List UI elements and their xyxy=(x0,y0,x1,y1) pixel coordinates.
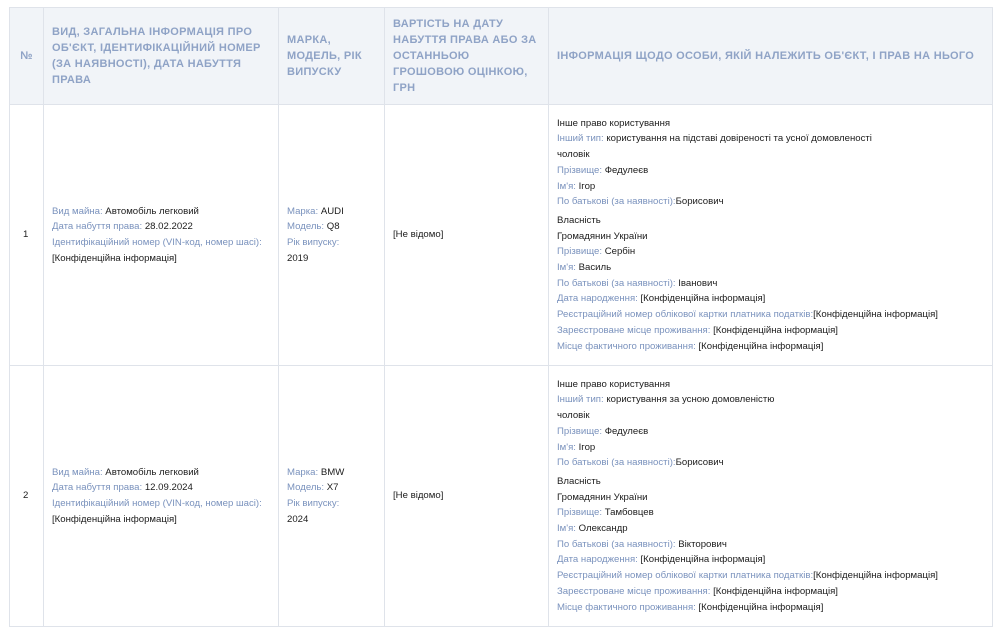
label: Ім'я: xyxy=(557,180,576,192)
label: По батькові (за наявності): xyxy=(557,457,676,469)
label: Дата народження: xyxy=(557,293,638,305)
reg-place-value: [Конфіденційна інформація] xyxy=(713,324,838,336)
label: Місце фактичного проживання: xyxy=(557,340,696,352)
right-type: Власність xyxy=(557,475,601,487)
birth-value: [Конфіденційна інформація] xyxy=(640,554,766,566)
acquired-date: 28.02.2022 xyxy=(144,221,193,233)
model-value: X7 xyxy=(326,482,339,494)
label: Ім'я: xyxy=(557,262,576,274)
label: Модель: xyxy=(287,482,325,494)
property-type: Автомобіль легковий xyxy=(105,466,199,478)
table-row xyxy=(10,105,993,366)
header-object: ВИД, ЗАГАЛЬНА ІНФОРМАЦІЯ ПРО ОБ'ЄКТ, ІДЕНТИФІКАЦІЙНИЙ НОМЕР (ЗА НАЯВНОСТІ), ДАТА НАБУТТЯ ПРАВА xyxy=(44,8,279,105)
header-owner: ІНФОРМАЦІЯ ЩОДО ОСОБИ, ЯКІЙ НАЛЕЖИТЬ ОБ'ЄКТ, І ПРАВ НА НЬОГО xyxy=(549,8,993,105)
actual-place-value: [Конфіденційна інформація] xyxy=(698,601,824,613)
brand-cell xyxy=(279,366,385,627)
owner-cell xyxy=(549,366,993,627)
label: Вид майна: xyxy=(52,466,103,478)
tax-id-value: [Конфіденційна інформація] xyxy=(813,309,938,321)
right-block xyxy=(557,474,984,615)
label: Ідентифікаційний номер (VIN-код, номер шасі): xyxy=(52,498,262,509)
other-type-value: користування за усною домовленістю xyxy=(606,394,775,406)
label: Інший тип: xyxy=(557,394,604,406)
label: Модель: xyxy=(287,221,325,233)
label: Дата набуття права: xyxy=(52,482,143,494)
birth-value: [Конфіденційна інформація] xyxy=(640,293,766,305)
acquired-date: 12.09.2024 xyxy=(144,482,193,494)
label: По батькові (за наявності): xyxy=(557,277,676,289)
name-value: Ігор xyxy=(578,180,596,192)
patronymic-value: Вікторович xyxy=(678,538,727,550)
name-value: Олександр xyxy=(578,523,628,535)
right-type: Інше право користування xyxy=(557,117,671,129)
label: Ідентифікаційний номер (VIN-код, номер шасі): xyxy=(52,237,262,248)
object-cell xyxy=(44,105,279,366)
patronymic-value: Іванович xyxy=(678,277,718,289)
label: Прізвище: xyxy=(557,246,603,258)
surname-value: Федулеєв xyxy=(604,425,649,437)
citizenship: Громадянин України xyxy=(557,491,648,503)
header-brand: МАРКА, МОДЕЛЬ, РІК ВИПУСКУ xyxy=(279,8,385,105)
right-block xyxy=(557,377,984,471)
citizenship: Громадянин України xyxy=(557,230,648,242)
value-cell: [Не відомо] xyxy=(385,105,549,366)
row-number: 1 xyxy=(10,105,44,366)
year-value: 2019 xyxy=(287,252,309,264)
label: Дата набуття права: xyxy=(52,221,143,233)
header-value: ВАРТІСТЬ НА ДАТУ НАБУТТЯ ПРАВА АБО ЗА ОСТАННЬОЮ ГРОШОВОЮ ОЦІНКОЮ, ГРН xyxy=(385,8,549,105)
label: Марка: xyxy=(287,205,319,217)
label: Прізвище: xyxy=(557,164,603,176)
row-number: 2 xyxy=(10,366,44,627)
right-block xyxy=(557,213,984,354)
vin-value: [Конфіденційна інформація] xyxy=(52,252,177,264)
brand-cell xyxy=(279,105,385,366)
label: Ім'я: xyxy=(557,441,576,453)
label: Рік випуску: xyxy=(287,237,340,248)
other-type-value: користування на підставі довіреності та усної домовленості xyxy=(606,133,872,145)
table-header-row xyxy=(10,8,993,105)
owner-cell xyxy=(549,105,993,366)
vehicles-table xyxy=(9,7,993,627)
surname-value: Федулеєв xyxy=(604,164,649,176)
label: По батькові (за наявності): xyxy=(557,538,676,550)
label: Дата народження: xyxy=(557,554,638,566)
patronymic-value: Борисович xyxy=(675,457,724,469)
label: Рік випуску: xyxy=(287,498,340,509)
label: Реєстраційний номер облікової картки платника податків: xyxy=(557,570,814,582)
label: Інший тип: xyxy=(557,133,604,145)
header-number: № xyxy=(10,8,44,105)
label: По батькові (за наявності): xyxy=(557,196,676,208)
property-type: Автомобіль легковий xyxy=(105,205,199,217)
label: Реєстраційний номер облікової картки платника податків: xyxy=(557,309,814,321)
label: Ім'я: xyxy=(557,523,576,535)
table-row xyxy=(10,366,993,627)
right-type: Власність xyxy=(557,214,601,226)
object-cell xyxy=(44,366,279,627)
patronymic-value: Борисович xyxy=(675,196,724,208)
right-type: Інше право користування xyxy=(557,378,671,390)
label: Зареєстроване місце проживання: xyxy=(557,324,711,336)
label: Прізвище: xyxy=(557,507,603,519)
actual-place-value: [Конфіденційна інформація] xyxy=(698,340,824,352)
vin-value: [Конфіденційна інформація] xyxy=(52,513,177,525)
right-block xyxy=(557,116,984,210)
value-cell: [Не відомо] xyxy=(385,366,549,627)
label: Прізвище: xyxy=(557,425,603,437)
name-value: Василь xyxy=(578,262,612,274)
brand-value: AUDI xyxy=(320,205,344,217)
label: Вид майна: xyxy=(52,205,103,217)
year-value: 2024 xyxy=(287,513,309,525)
name-value: Ігор xyxy=(578,441,596,453)
relation: чоловік xyxy=(557,149,590,161)
reg-place-value: [Конфіденційна інформація] xyxy=(713,585,838,597)
surname-value: Сербін xyxy=(604,246,636,258)
relation: чоловік xyxy=(557,410,590,422)
surname-value: Тамбовцев xyxy=(604,507,654,519)
label: Зареєстроване місце проживання: xyxy=(557,585,711,597)
model-value: Q8 xyxy=(326,221,340,233)
tax-id-value: [Конфіденційна інформація] xyxy=(813,570,938,582)
label: Місце фактичного проживання: xyxy=(557,601,696,613)
label: Марка: xyxy=(287,466,319,478)
brand-value: BMW xyxy=(320,466,345,478)
